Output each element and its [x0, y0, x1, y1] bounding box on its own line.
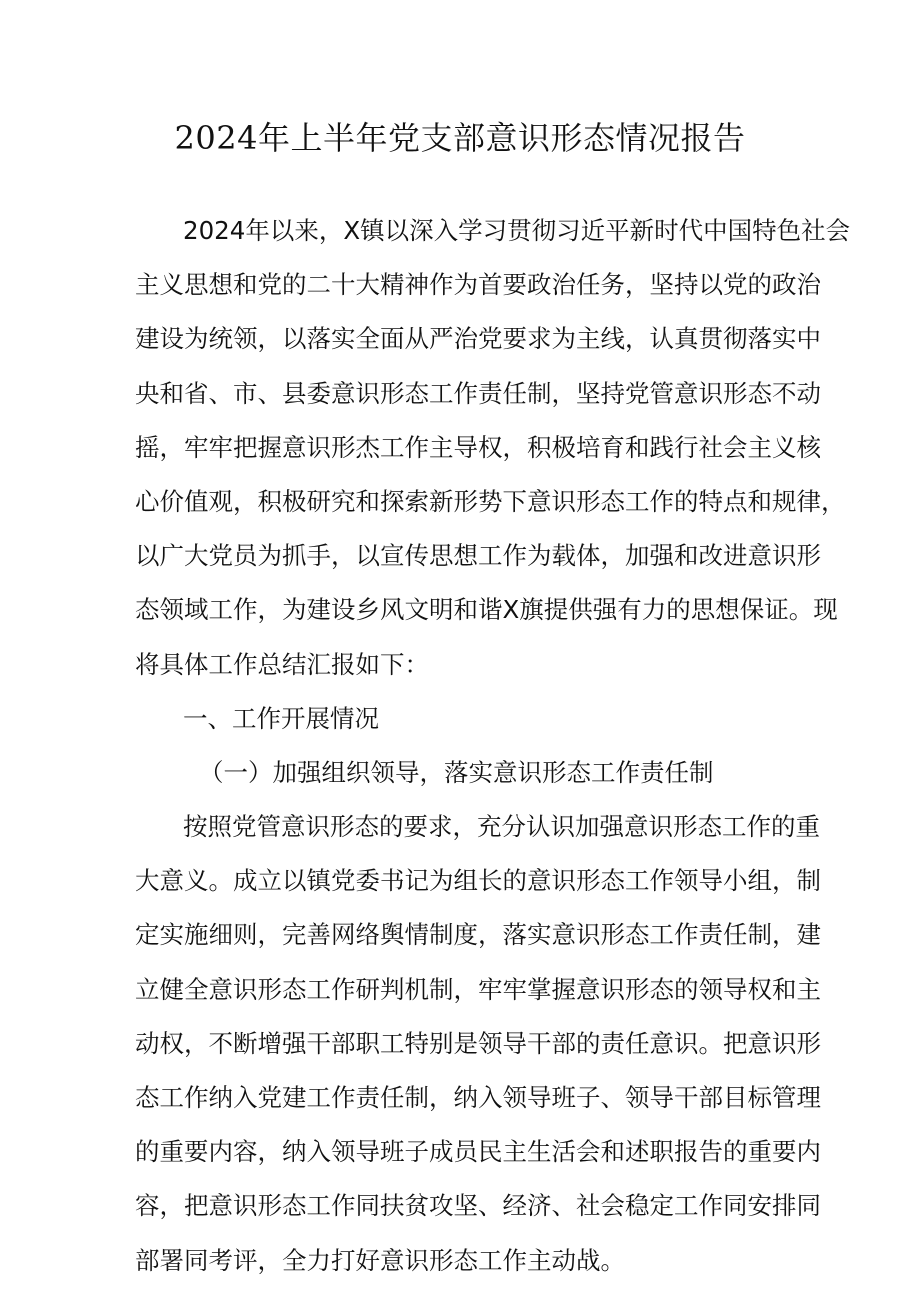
- intro-line: 2024年以来，X镇以深入学习贯彻习近平新时代中国特色社会: [183, 216, 851, 245]
- intro-line: 将具体工作总结汇报如下：: [135, 649, 429, 679]
- section-heading: 一、工作开展情况: [183, 703, 379, 733]
- paragraph-line: 态工作纳入党建工作责任制，纳入领导班子、领导干部目标管理: [135, 1083, 821, 1112]
- paragraph-line: 动权，不断增强干部职工特别是领导干部的责任意识。把意识形: [135, 1028, 821, 1058]
- document-body: [135, 212, 851, 1296]
- paragraph-line: 定实施细则，完善网络舆情制度，落实意识形态工作责任制，建: [135, 920, 821, 950]
- intro-line: 态领域工作，为建设乡风文明和谐X旗提供强有力的思想保证。现: [135, 595, 838, 625]
- intro-line: 以广大党员为抓手，以宣传思想工作为载体，加强和改进意识形: [135, 541, 821, 571]
- intro-line: 央和省、市、县委意识形态工作责任制，坚持党管意识形态不动: [135, 378, 821, 408]
- paragraph-line: 立健全意识形态工作研判机制，牢牢掌握意识形态的领导权和主: [135, 974, 821, 1004]
- paragraph-line: 按照党管意识形态的要求，充分认识加强意识形态工作的重: [183, 812, 820, 842]
- document-title: 2024年上半年党支部意识形态情况报告: [174, 119, 746, 157]
- paragraph-line: 容，把意识形态工作同扶贫攻坚、经济、社会稳定工作同安排同: [135, 1191, 821, 1221]
- intro-line: 心价值观，积极研究和探索新形势下意识形态工作的特点和规律，: [135, 486, 846, 516]
- intro-line: 摇，牢牢把握意识形杰工作主导权，积极培育和践行社会主义核: [135, 432, 821, 462]
- paragraph-line: 大意义。成立以镇党委书记为组长的意识形态工作领导小组，制: [135, 866, 821, 896]
- subsection-heading: （一）加强组织领导，落实意识形态工作责任制: [199, 757, 714, 787]
- intro-line: 主义思想和党的二十大精神作为首要政治任务，坚持以党的政治: [135, 270, 821, 300]
- intro-line: 建设为统领，以落实全面从严治党要求为主线，认真贯彻落实中: [135, 324, 821, 354]
- paragraph-line: 的重要内容，纳入领导班子成员民主生活会和述职报告的重要内: [135, 1137, 821, 1167]
- paragraph-line: 部署同考评，全力打好意识形态工作主动战。: [135, 1245, 625, 1275]
